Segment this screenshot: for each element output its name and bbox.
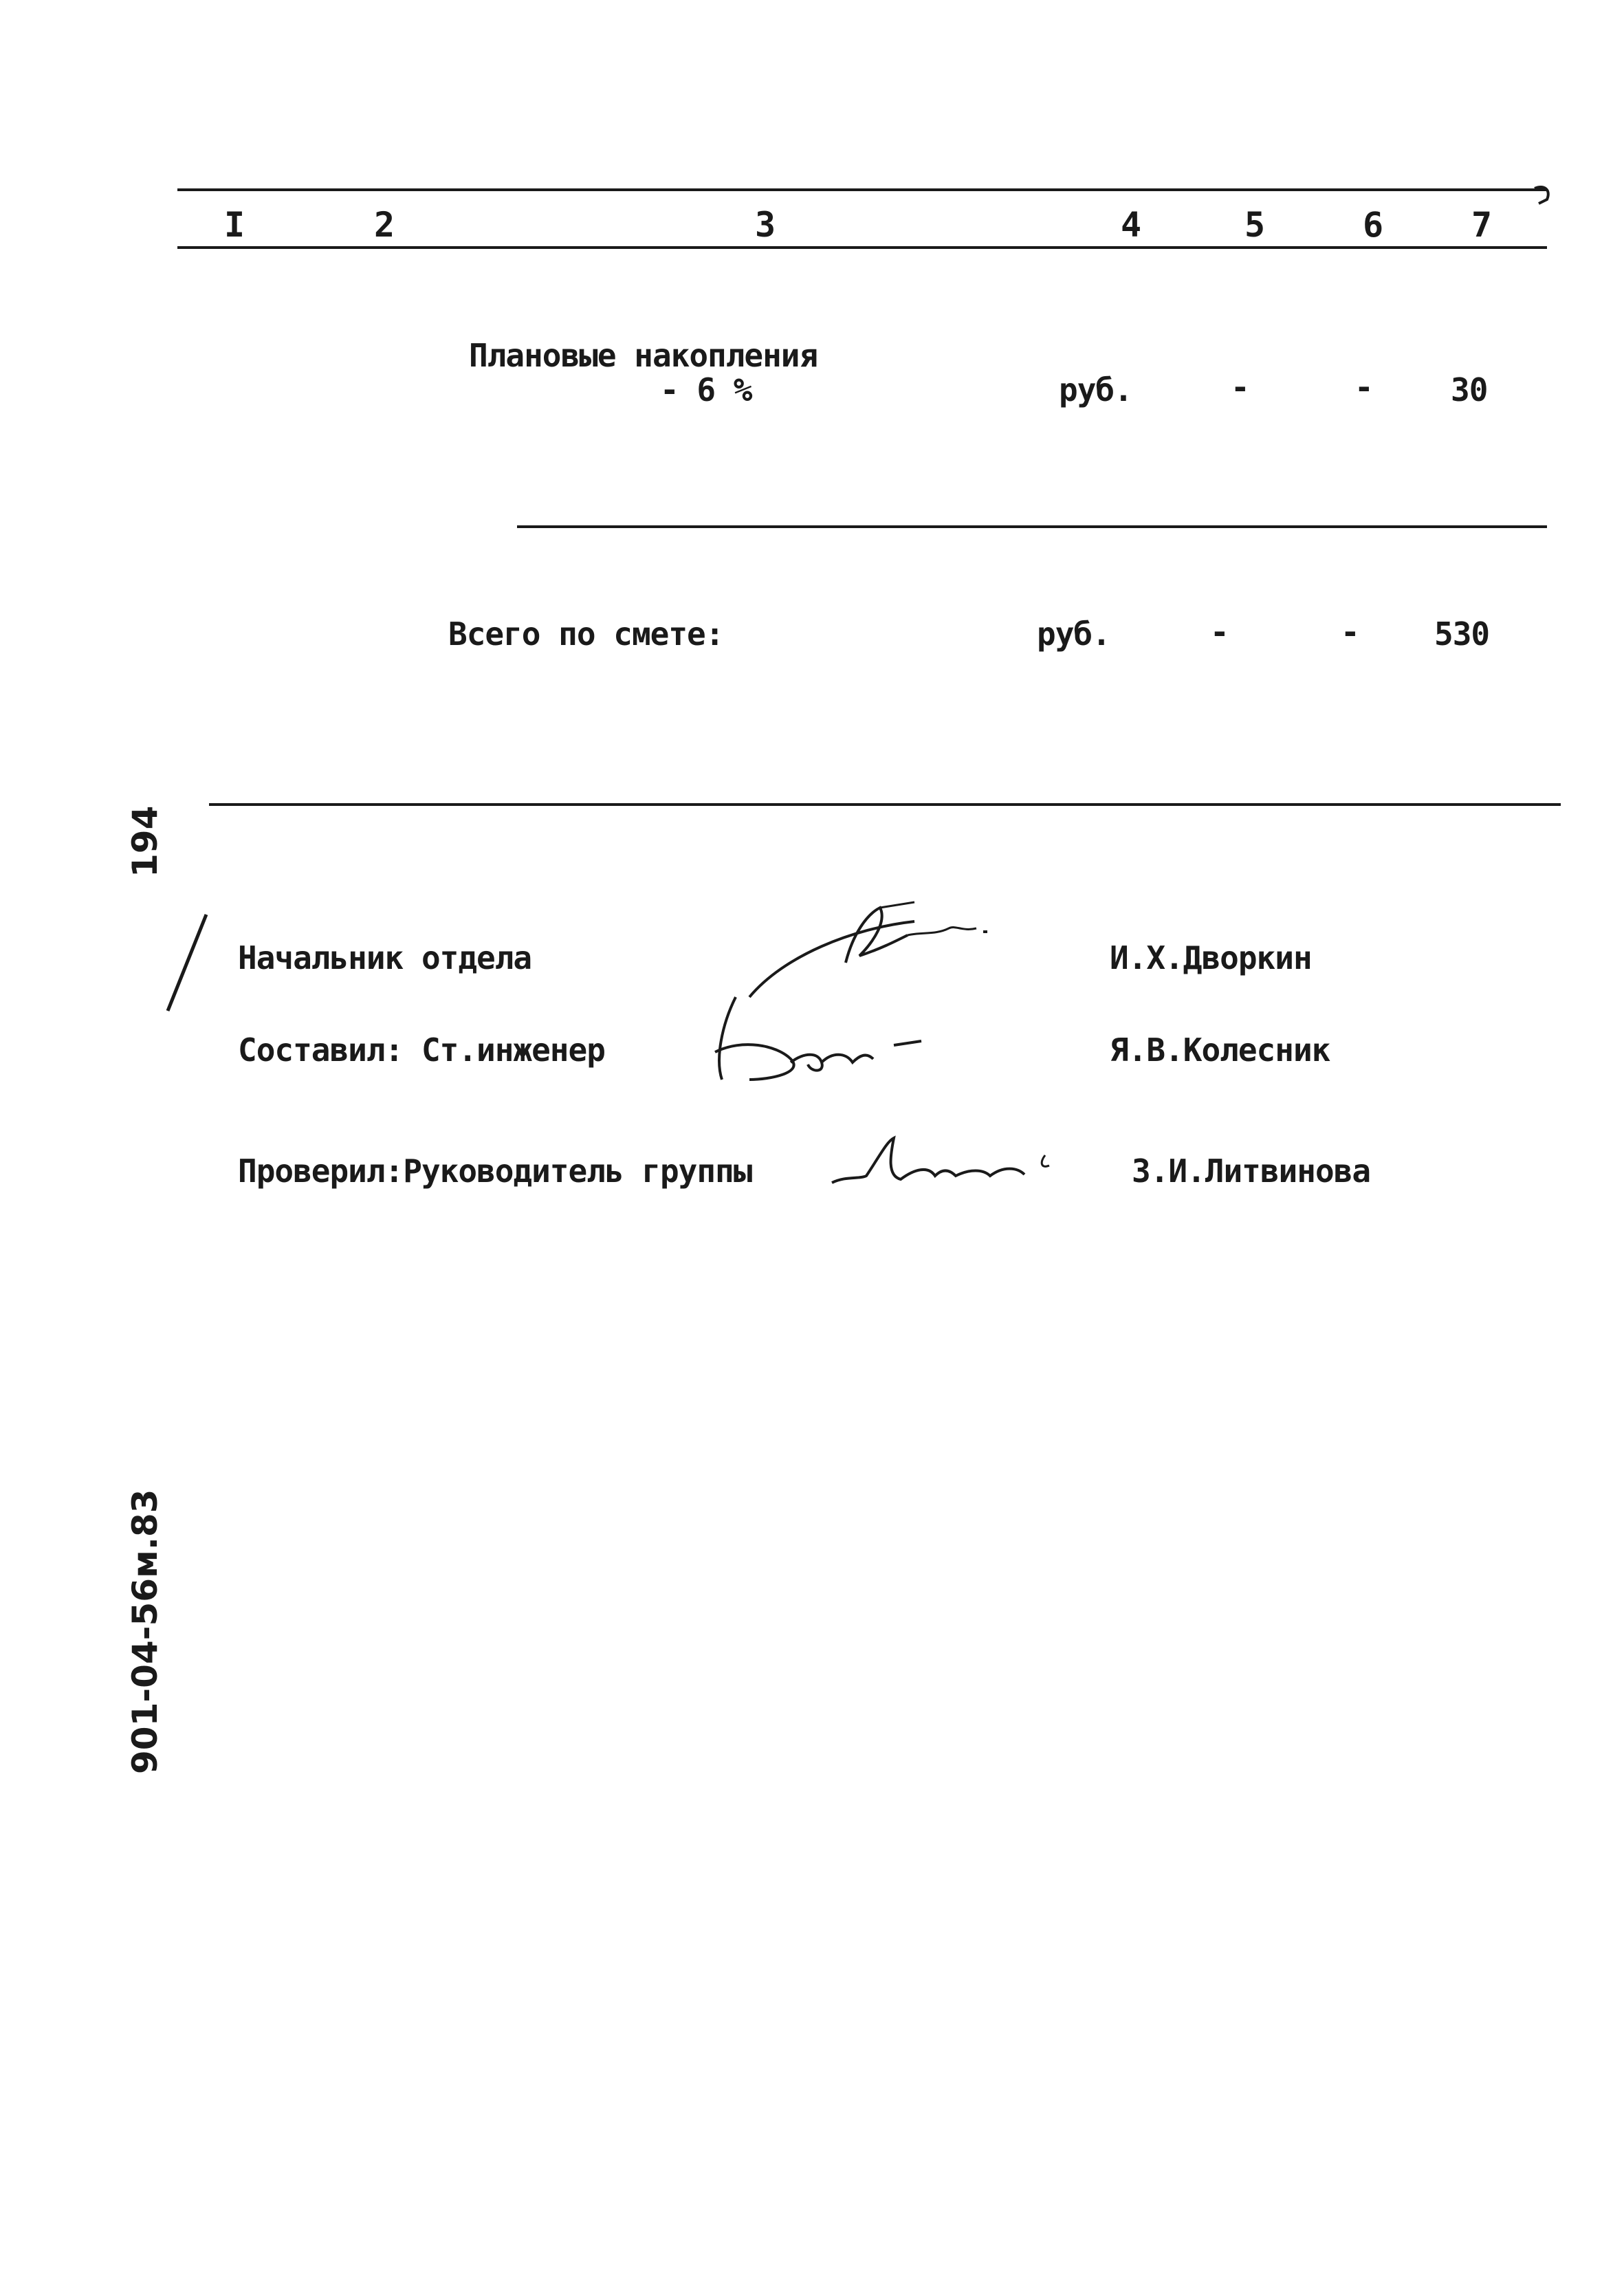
row-unit: руб. — [1059, 371, 1132, 408]
column-number-4: 4 — [1121, 205, 1142, 245]
signer-role: Проверил:Руководитель группы — [238, 1152, 752, 1190]
margin-slash-mark — [158, 908, 213, 1018]
row-col5: - — [1231, 369, 1249, 406]
signer-name: И.Х.Дворкин — [1110, 939, 1312, 976]
signer-role: Начальник отдела — [238, 939, 532, 976]
row-col7: 30 — [1451, 371, 1488, 408]
handwritten-signature-2 — [708, 983, 935, 1086]
page-number: 194 — [125, 805, 165, 877]
column-number-1: I — [224, 205, 245, 245]
row-unit: руб. — [1037, 615, 1110, 653]
signer-name: З.И.Литвинова — [1132, 1152, 1371, 1190]
table-end-rule — [209, 803, 1561, 806]
signer-role: Составил: Ст.инженер — [238, 1031, 605, 1069]
column-number-7: 7 — [1471, 205, 1493, 245]
header-corner-mark — [1530, 183, 1558, 217]
header-bottom-rule — [177, 246, 1547, 249]
document-code: 901-04-56м.83 — [125, 1489, 165, 1774]
subtotal-rule — [517, 525, 1547, 528]
row-col6: - — [1354, 369, 1373, 406]
column-number-6: 6 — [1363, 205, 1384, 245]
signer-name: Я.В.Колесник — [1110, 1031, 1330, 1069]
handwritten-signature-3 — [825, 1128, 1073, 1203]
row-col6: - — [1341, 613, 1359, 651]
column-number-3: 3 — [755, 205, 776, 245]
column-number-5: 5 — [1244, 205, 1266, 245]
row-description: Плановые накопления — [469, 337, 818, 374]
row-col5: - — [1210, 613, 1229, 651]
row-description: Всего по смете: — [448, 615, 724, 653]
row-description-rate: - 6 % — [660, 371, 752, 408]
header-top-rule — [177, 188, 1547, 191]
column-number-2: 2 — [374, 205, 395, 245]
row-col7: 530 — [1434, 615, 1490, 653]
